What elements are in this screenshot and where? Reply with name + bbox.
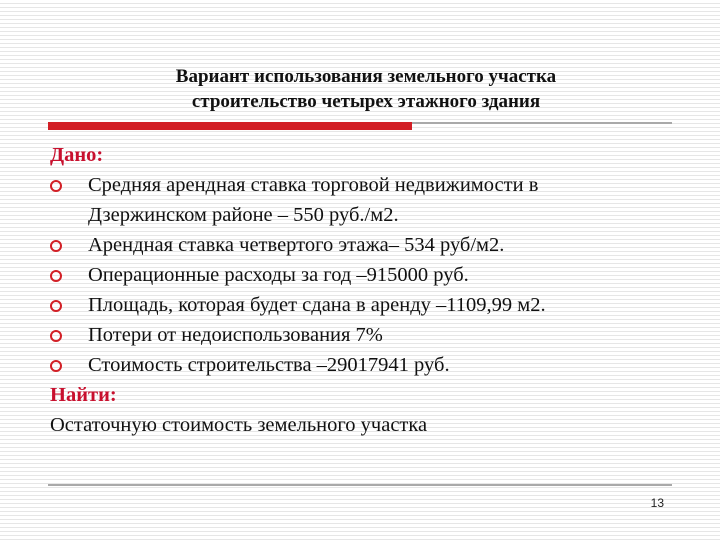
title-accent-bar <box>48 122 412 130</box>
given-list <box>50 170 690 380</box>
slide-title <box>60 64 672 114</box>
list-item-line-1: Потери от недоиспользования 7% <box>88 324 383 346</box>
hollow-circle-icon <box>50 180 62 192</box>
list-item <box>50 290 690 320</box>
list-item <box>50 170 690 230</box>
hollow-circle-icon <box>50 270 62 282</box>
list-item-line-1: Операционные расходы за год –915000 руб. <box>88 264 469 286</box>
list-item-line-1: Арендная ставка четвертого этажа– 534 руб/м2. <box>88 234 505 256</box>
hollow-circle-icon <box>50 300 62 312</box>
hollow-circle-icon <box>50 330 62 342</box>
list-item <box>50 320 690 350</box>
hollow-circle-icon <box>50 360 62 372</box>
find-heading: Найти: <box>50 384 117 406</box>
hollow-circle-icon <box>50 240 62 252</box>
list-item <box>50 260 690 290</box>
page-number: 13 <box>650 496 664 510</box>
list-item-line-1: Средняя арендная ставка торговой недвижимости в <box>88 174 539 196</box>
list-item <box>50 350 690 380</box>
slide-title-line-1: Вариант использования земельного участка <box>175 66 557 87</box>
slide-body <box>50 140 690 440</box>
list-item <box>50 230 690 260</box>
given-heading: Дано: <box>50 144 104 166</box>
footer-divider <box>48 484 672 486</box>
slide-title-line-2: строительство четырех этажного здания <box>191 91 541 112</box>
list-item-line-1: Стоимость строительства –29017941 руб. <box>88 354 450 376</box>
list-item-line-1: Площадь, которая будет сдана в аренду –1109,99 м2. <box>88 294 546 316</box>
list-item-line-2: Дзержинском районе – 550 руб./м2. <box>88 204 399 226</box>
find-text: Остаточную стоимость земельного участка <box>50 414 428 436</box>
